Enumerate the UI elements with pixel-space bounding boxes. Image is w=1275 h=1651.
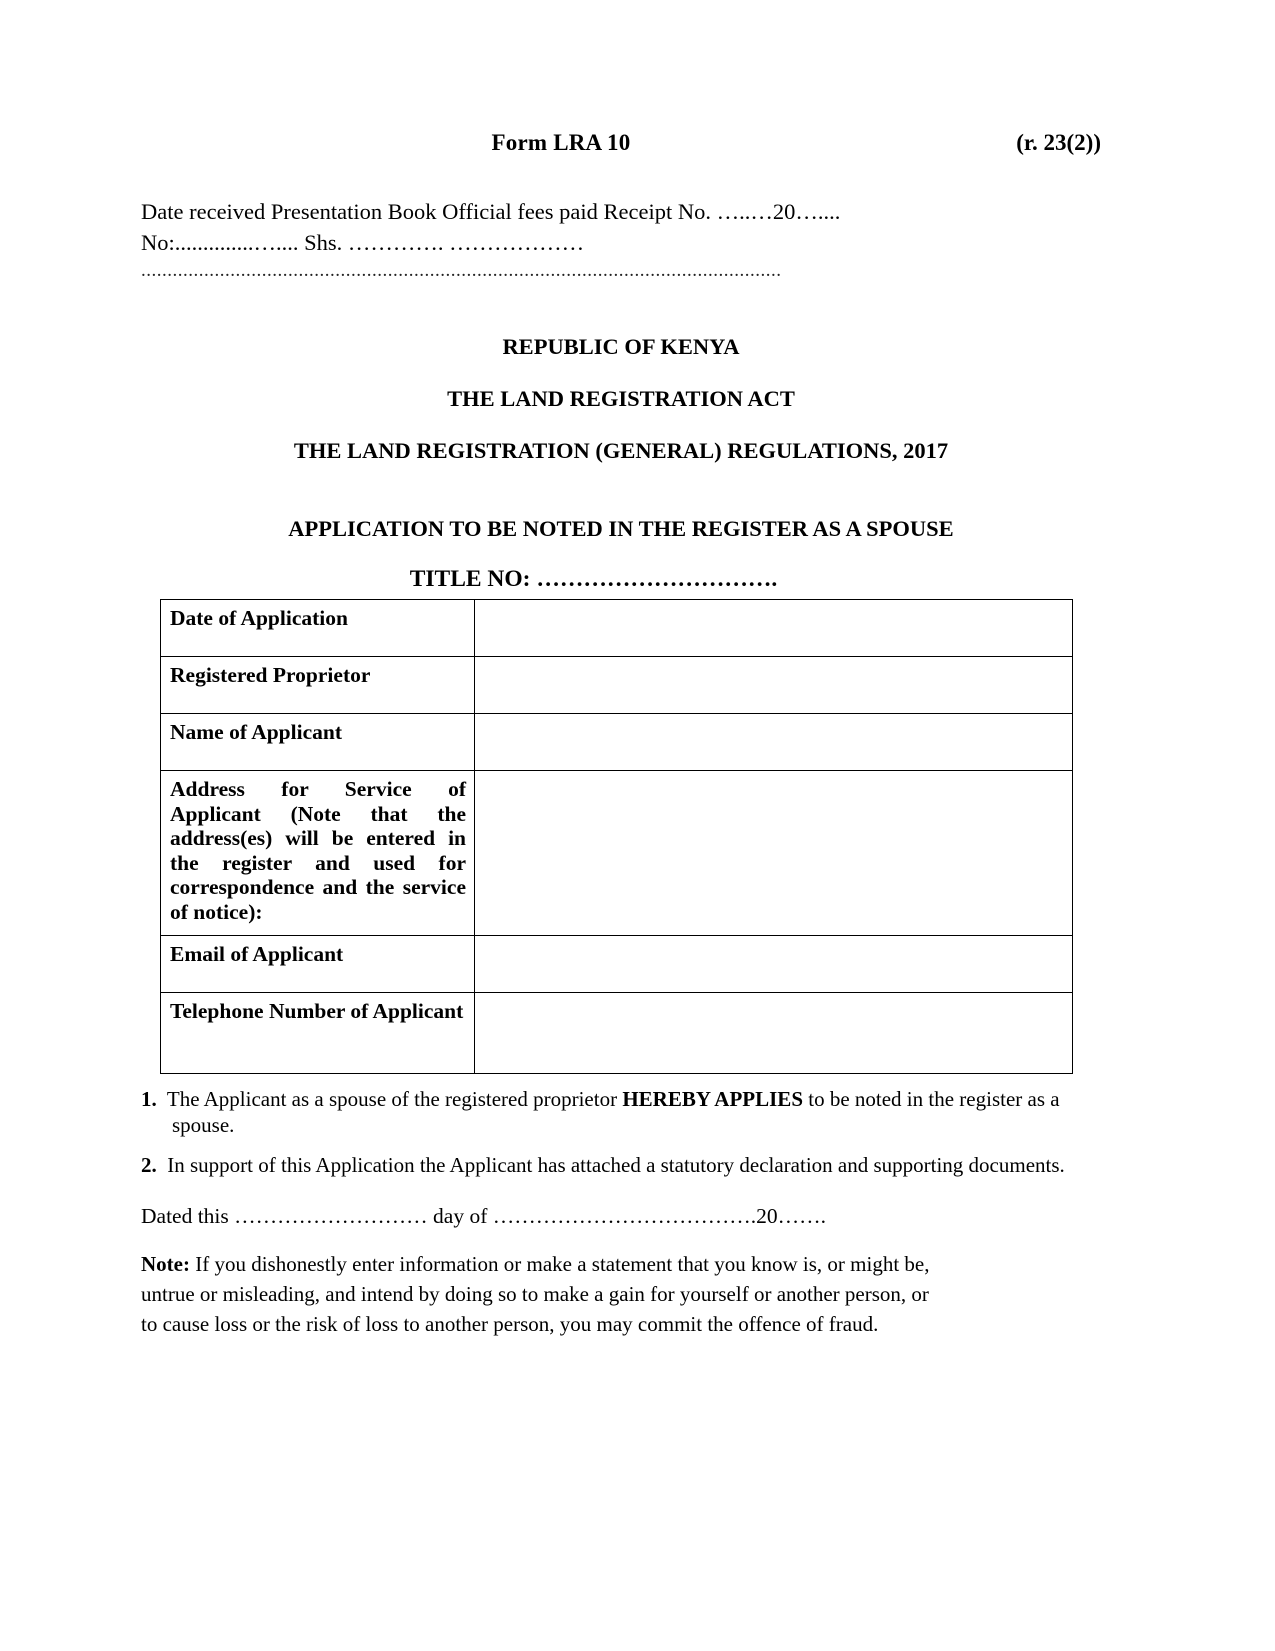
- heading-regulations: THE LAND REGISTRATION (GENERAL) REGULATIONS, 2017: [293, 438, 949, 463]
- list-item: [141, 1152, 1101, 1178]
- note-label: Note:: [141, 1252, 190, 1276]
- document-content: [141, 130, 1101, 1339]
- note-text-1: If you dishonestly enter information or make a statement that you know is, or might be,: [189, 1252, 930, 1276]
- table-row: [161, 657, 1073, 714]
- horizontal-dotted-rule: ..........................................................................................................................: [141, 260, 782, 281]
- heading-act: THE LAND REGISTRATION ACT: [447, 386, 795, 411]
- field-label-registered-proprietor: Registered Proprietor: [161, 657, 475, 714]
- table-row: [161, 771, 1073, 936]
- receipt-block: [141, 196, 1101, 282]
- application-details-table: [160, 599, 1073, 1074]
- field-value-registered-proprietor[interactable]: [475, 657, 1073, 714]
- table-row: [161, 936, 1073, 993]
- note-paragraph: [141, 1249, 1101, 1339]
- item-text-before: In support of this Application the Applicant has attached a statutory declaration and supporting documents.: [167, 1153, 1065, 1177]
- item-spacer: [157, 1087, 167, 1111]
- field-label-telephone-number: Telephone Number of Applicant: [161, 993, 475, 1074]
- item-emphasis: HEREBY APPLIES: [622, 1087, 803, 1111]
- field-label-email-of-applicant: Email of Applicant: [161, 936, 475, 993]
- field-value-email-of-applicant[interactable]: [475, 936, 1073, 993]
- field-label-name-of-applicant: Name of Applicant: [161, 714, 475, 771]
- note-line-3: to cause loss or the risk of loss to another person, you may commit the offence of fraud.: [141, 1312, 879, 1336]
- field-label-address-for-service: Address for Service of Applicant (Note that the address(es) will be entered in the register and used for correspondence and the service of notice):: [161, 771, 475, 936]
- form-number: Form LRA 10: [491, 130, 631, 155]
- rule-reference: (r. 23(2)): [1016, 130, 1101, 155]
- title-no-line: TITLE NO: ………………………….: [409, 566, 778, 592]
- table-row: [161, 714, 1073, 771]
- item-number: 1.: [141, 1087, 157, 1111]
- field-value-name-of-applicant[interactable]: [475, 714, 1073, 771]
- heading-country: REPUBLIC OF KENYA: [502, 334, 740, 359]
- item-number: 2.: [141, 1153, 157, 1177]
- table-row: [161, 600, 1073, 657]
- receipt-line-2: No:..............….... Shs. …………. ………………: [141, 230, 585, 255]
- headings-block: [141, 308, 1101, 566]
- note-line-1: [141, 1249, 1101, 1279]
- field-label-date-of-application: Date of Application: [161, 600, 475, 657]
- item-spacer: [157, 1153, 168, 1177]
- dated-line: Dated this ……………………… day of ……………………………….20…….: [141, 1204, 826, 1228]
- numbered-items: [141, 1086, 1101, 1178]
- field-value-date-of-application[interactable]: [475, 600, 1073, 657]
- table-row: [161, 993, 1073, 1074]
- item-text-before: The Applicant as a spouse of the registered proprietor: [166, 1087, 623, 1111]
- form-header: [141, 130, 1101, 174]
- list-item: [141, 1086, 1101, 1138]
- field-value-telephone-number[interactable]: [475, 993, 1073, 1074]
- receipt-line-1: Date received Presentation Book Official fees paid Receipt No. …..…20…....: [141, 199, 841, 224]
- field-value-address-for-service[interactable]: [475, 771, 1073, 936]
- heading-application-title: APPLICATION TO BE NOTED IN THE REGISTER AS A SPOUSE: [288, 516, 954, 541]
- note-line-2: untrue or misleading, and intend by doing so to make a gain for yourself or another person, or: [141, 1282, 929, 1306]
- item-text-after: to be noted in the register as a spouse.: [172, 1087, 1060, 1137]
